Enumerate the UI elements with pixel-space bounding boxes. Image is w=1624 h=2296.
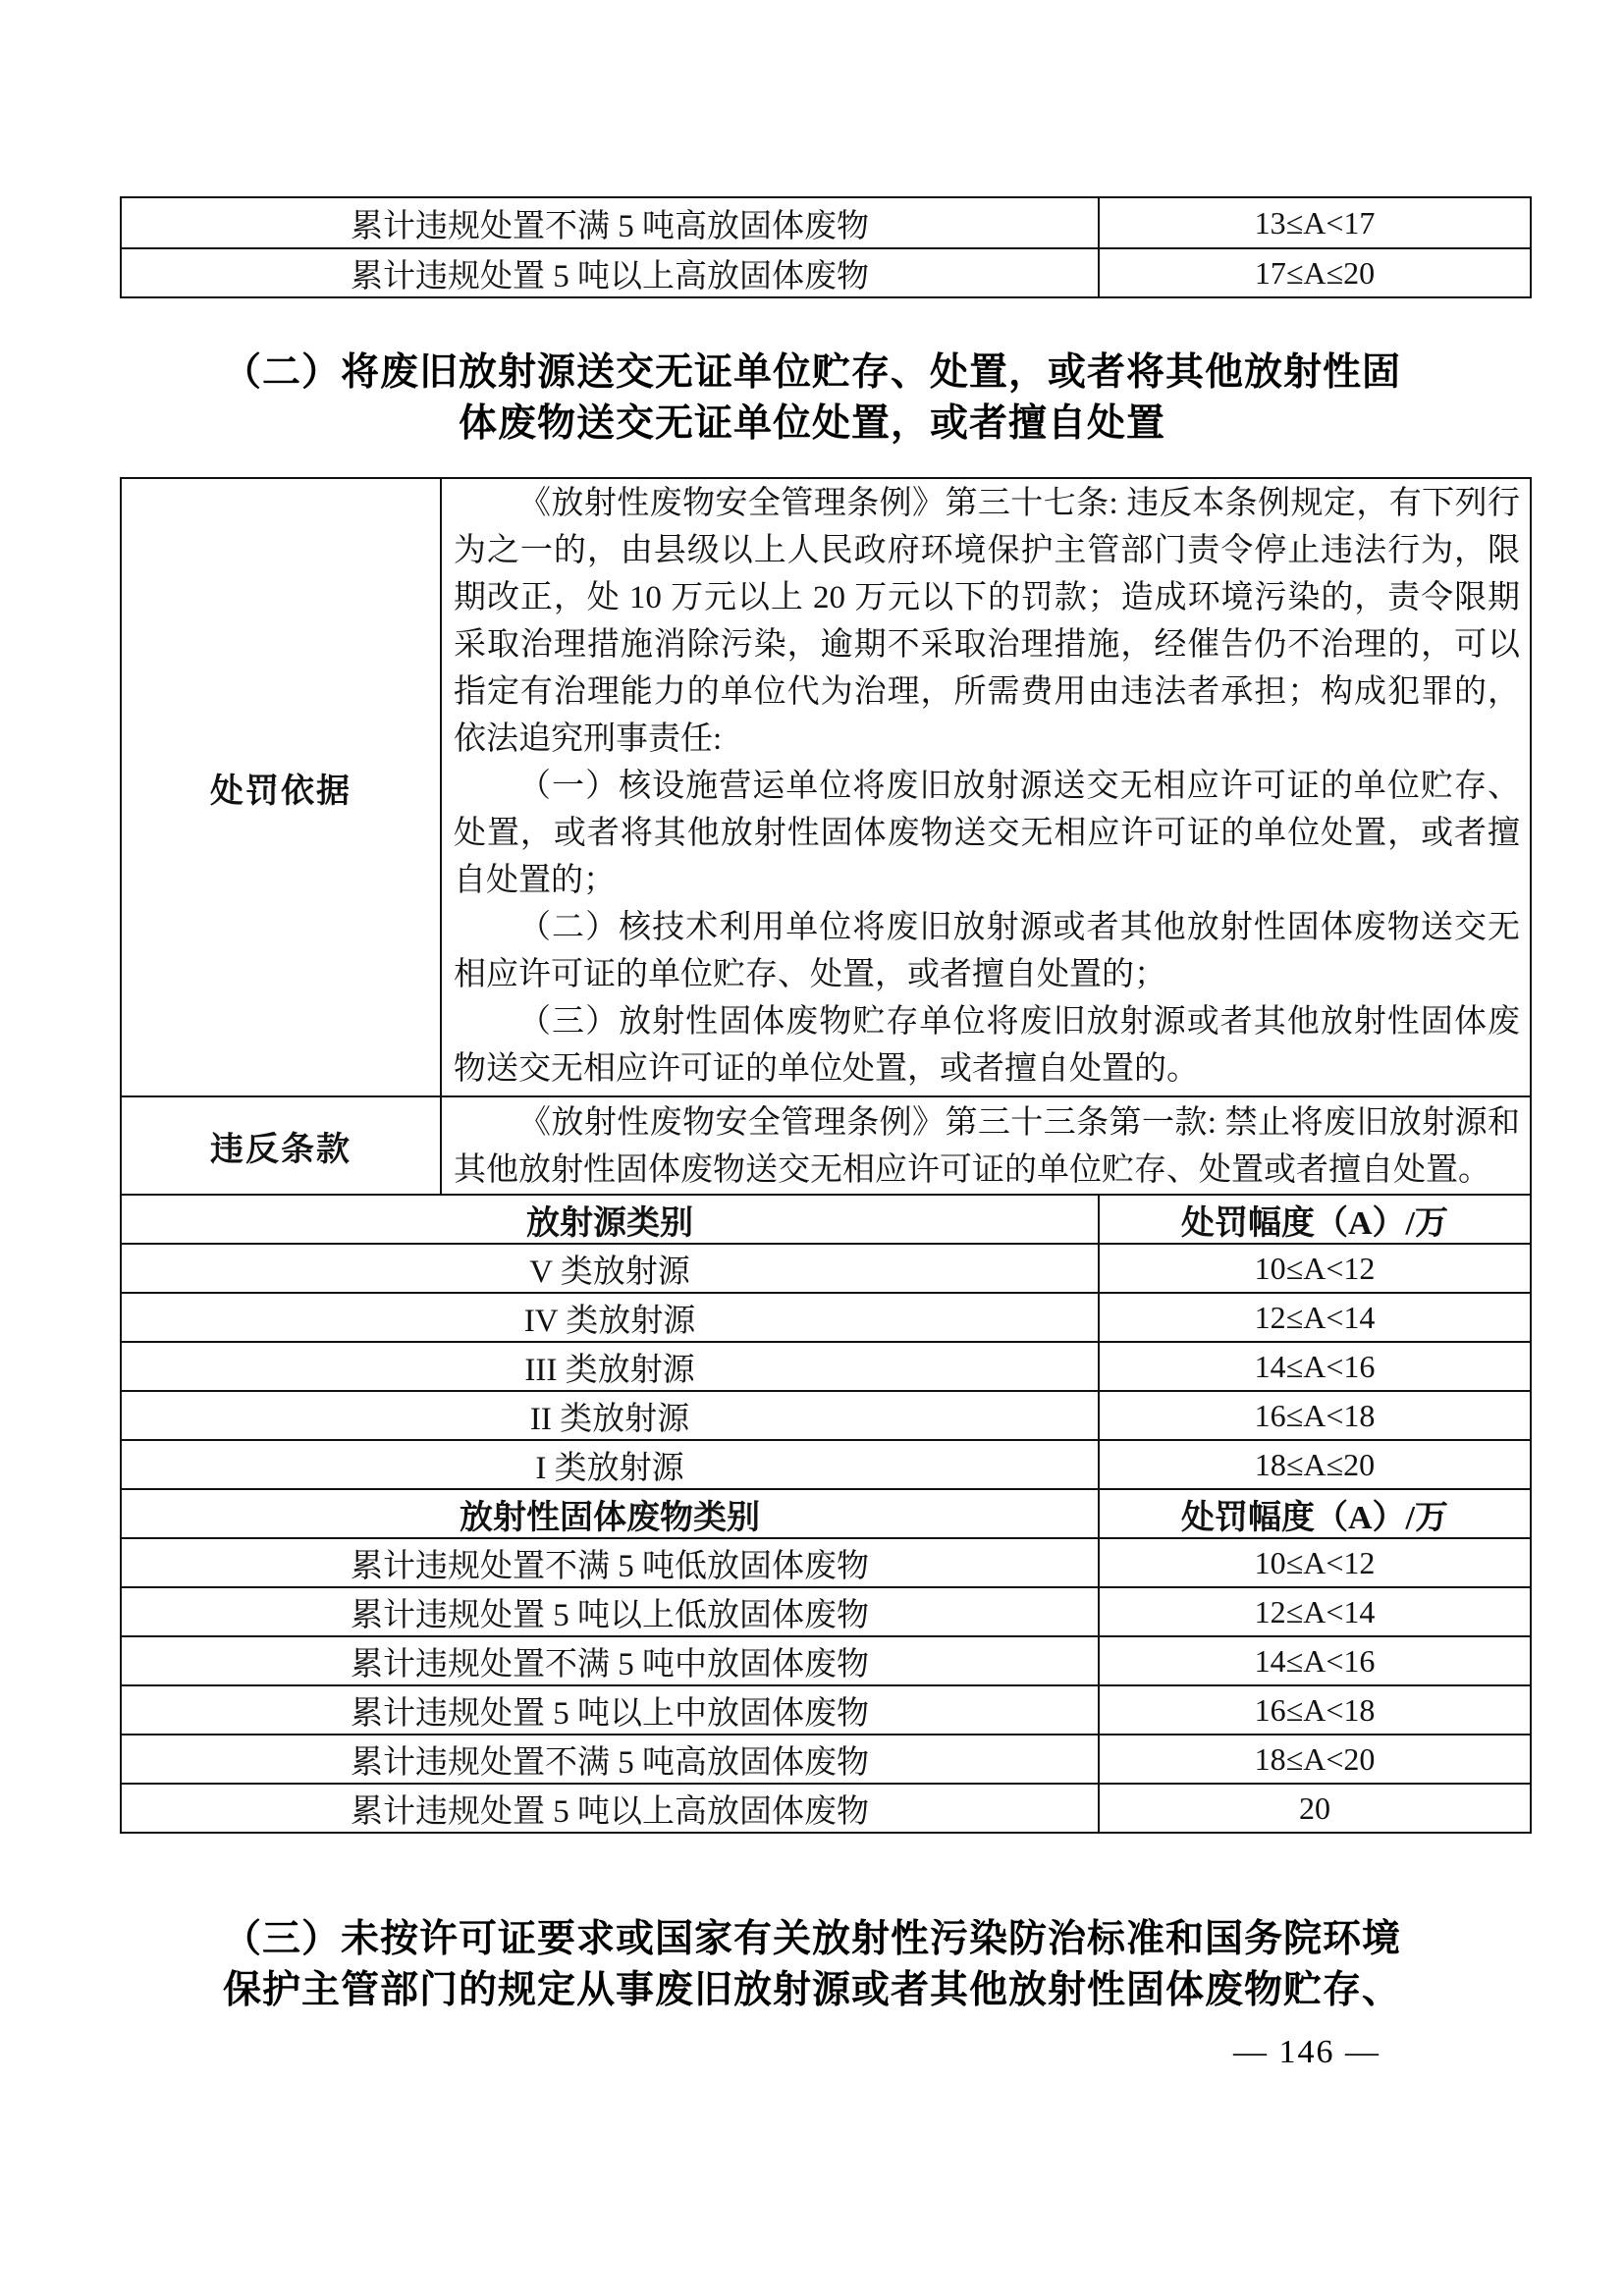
range-cell: 18≤A<20 bbox=[1098, 1735, 1530, 1783]
basis-paragraph: （一）核设施营运单位将废旧放射源送交无相应许可证的单位贮存、处置，或者将其他放射性固体废物送交无相应许可证的单位处置，或者擅自处置的； bbox=[454, 769, 1520, 898]
range-cell: 12≤A<14 bbox=[1098, 1588, 1530, 1635]
range-cell: 16≤A<18 bbox=[1098, 1392, 1530, 1439]
category-cell: IV 类放射源 bbox=[523, 1303, 696, 1339]
section-2-heading bbox=[0, 347, 1624, 450]
basis-label-cell: 处罚依据 bbox=[210, 773, 352, 810]
category-cell: 累计违规处置不满 5 吨低放固体废物 bbox=[351, 1548, 869, 1584]
category-cell: V 类放射源 bbox=[529, 1254, 690, 1290]
category-cell: 累计违规处置 5 吨以上中放固体废物 bbox=[351, 1695, 869, 1732]
category-cell: I 类放射源 bbox=[535, 1450, 684, 1486]
basis-paragraph: （三）放射性固体废物贮存单位将废旧放射源或者其他放射性固体废物送交无相应许可证的单位处置，或者擅自处置的。 bbox=[454, 1004, 1520, 1087]
range-cell: 20 bbox=[1098, 1785, 1530, 1832]
violation-label-cell: 违反条款 bbox=[210, 1131, 352, 1168]
range-cell: 16≤A<18 bbox=[1098, 1686, 1530, 1734]
table-row bbox=[122, 1439, 1530, 1488]
range-cell: 14≤A<16 bbox=[1098, 1343, 1530, 1390]
range-cell: 10≤A<12 bbox=[1098, 1539, 1530, 1586]
violation-content-cell bbox=[440, 1097, 1530, 1194]
range-cell: 17≤A≤20 bbox=[1098, 249, 1530, 296]
table-row bbox=[122, 1537, 1530, 1586]
basis-content-cell bbox=[440, 479, 1530, 1095]
table-row bbox=[122, 1341, 1530, 1390]
category-cell: 累计违规处置 5 吨以上低放固体废物 bbox=[351, 1597, 869, 1633]
violation-paragraph: 《放射性废物安全管理条例》第三十三条第一款: 禁止将废旧放射源和其他放射性固体废物送交无相应许可证的单位贮存、处置或者擅自处置。 bbox=[454, 1105, 1520, 1188]
source-range-header: 处罚幅度（A）/万 bbox=[1098, 1196, 1530, 1243]
category-cell: 累计违规处置 5 吨以上高放固体废物 bbox=[351, 258, 869, 294]
violation-row bbox=[122, 1095, 1530, 1194]
table-row bbox=[122, 198, 1530, 247]
category-cell: 累计违规处置 5 吨以上高放固体废物 bbox=[351, 1793, 869, 1830]
table-row bbox=[122, 1734, 1530, 1783]
source-category-header: 放射源类别 bbox=[526, 1204, 693, 1242]
range-cell: 13≤A<17 bbox=[1098, 198, 1530, 247]
category-cell: 累计违规处置不满 5 吨高放固体废物 bbox=[351, 208, 869, 244]
section-3-heading-line1: （三）未按许可证要求或国家有关放射性污染防治标准和国务院环境 bbox=[222, 1918, 1401, 1960]
table-row bbox=[122, 1586, 1530, 1635]
basis-row bbox=[122, 479, 1530, 1095]
range-cell: 14≤A<16 bbox=[1098, 1637, 1530, 1684]
section-3-heading-line2: 保护主管部门的规定从事废旧放射源或者其他放射性固体废物贮存、 bbox=[222, 1969, 1401, 2011]
table-row bbox=[122, 1292, 1530, 1341]
carryover-table bbox=[120, 196, 1532, 298]
waste-header-row bbox=[122, 1488, 1530, 1537]
table-row bbox=[122, 1243, 1530, 1292]
table-row bbox=[122, 1635, 1530, 1684]
table-row bbox=[122, 1783, 1530, 1832]
section-2-heading-line1: （二）将废旧放射源送交无证单位贮存、处置，或者将其他放射性固 bbox=[222, 351, 1401, 394]
penalty-table bbox=[120, 477, 1532, 1834]
category-cell: III 类放射源 bbox=[524, 1352, 695, 1388]
page-number: — 146 — bbox=[1233, 2034, 1380, 2070]
category-cell: II 类放射源 bbox=[529, 1401, 690, 1437]
range-cell: 10≤A<12 bbox=[1098, 1245, 1530, 1292]
basis-paragraph: 《放射性废物安全管理条例》第三十七条: 违反本条例规定，有下列行为之一的，由县级以上人民政府环境保护主管部门责令停止违法行为，限期改正，处 10 万元以上 20 万元以下的罚款；造成环境污染的，责令限期采取治理措施消除污染，逾期不采取治理措施，经催告仍不治理的，可以指定有治理能力的单位代为治理，所需费用由违法者承担；构成犯罪的，依法追究刑事责任: bbox=[454, 486, 1520, 757]
waste-range-header: 处罚幅度（A）/万 bbox=[1098, 1490, 1530, 1537]
table-row bbox=[122, 247, 1530, 296]
range-cell: 12≤A<14 bbox=[1098, 1294, 1530, 1341]
category-cell: 累计违规处置不满 5 吨中放固体废物 bbox=[351, 1646, 869, 1682]
range-cell: 18≤A≤20 bbox=[1098, 1441, 1530, 1488]
section-2-heading-line2: 体废物送交无证单位处置，或者擅自处置 bbox=[458, 402, 1165, 445]
waste-category-header: 放射性固体废物类别 bbox=[460, 1499, 760, 1536]
category-cell: 累计违规处置不满 5 吨高放固体废物 bbox=[351, 1744, 869, 1781]
section-3-heading bbox=[0, 1914, 1624, 2016]
source-header-row bbox=[122, 1194, 1530, 1243]
table-row bbox=[122, 1684, 1530, 1734]
basis-paragraph: （二）核技术利用单位将废旧放射源或者其他放射性固体废物送交无相应许可证的单位贮存、处置，或者擅自处置的； bbox=[454, 910, 1520, 992]
table-row bbox=[122, 1390, 1530, 1439]
